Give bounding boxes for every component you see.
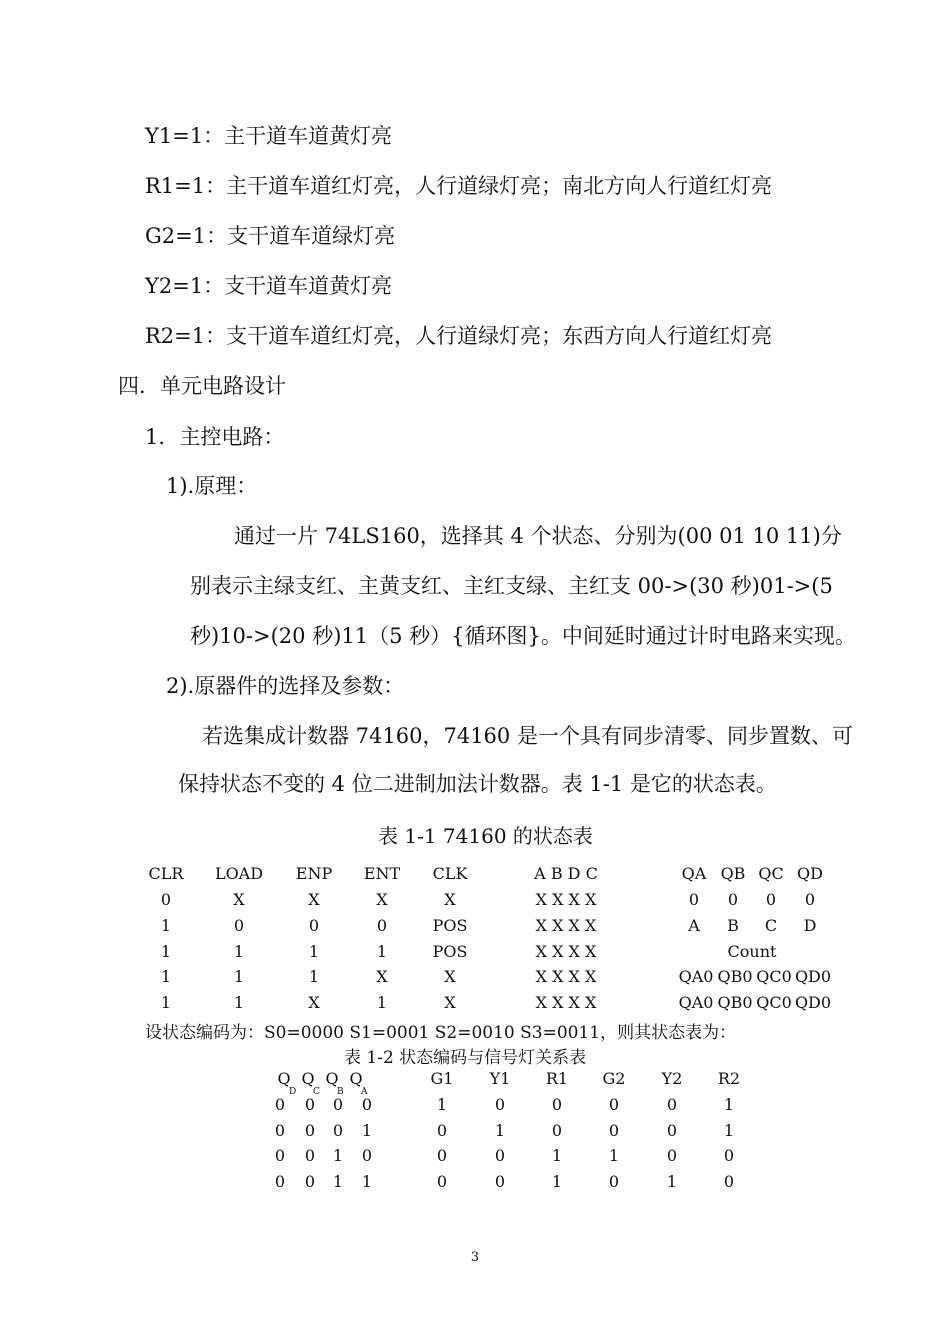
table1-cell: 0 bbox=[160, 890, 172, 909]
table1-header: CLK bbox=[432, 864, 468, 883]
table2-cell: 0 bbox=[274, 1095, 286, 1114]
table2-cell: 0 bbox=[304, 1121, 316, 1140]
table2-cell: 0 bbox=[551, 1095, 563, 1114]
table1-caption: 表 1-1 74160 的状态表 bbox=[378, 824, 593, 848]
table1-cell: X X X X bbox=[535, 942, 597, 961]
table1-cell: QD0 bbox=[794, 993, 832, 1012]
table1-header: QD bbox=[797, 864, 823, 883]
table2-cell: 1 bbox=[723, 1121, 735, 1140]
table1-cell: X bbox=[233, 890, 245, 909]
table2-cell: 1 bbox=[436, 1095, 448, 1114]
table1-cell: 1 bbox=[233, 967, 245, 986]
table1-cell: X bbox=[376, 890, 388, 909]
table2-cell: 0 bbox=[274, 1121, 286, 1140]
section-heading: 四．单元电路设计 bbox=[118, 374, 286, 398]
table1-cell: X bbox=[308, 890, 320, 909]
table1-cell: B bbox=[727, 916, 739, 935]
table1-header: ENT bbox=[363, 864, 401, 883]
table2-q-header: Q bbox=[325, 1069, 339, 1088]
signal-line-r2: R2=1：支干道车道红灯亮，人行道绿灯亮；东西方向人行道红灯亮 bbox=[145, 324, 773, 348]
table2-cell: 0 bbox=[304, 1095, 316, 1114]
table1-cell: X bbox=[444, 890, 456, 909]
table1-cell: 1 bbox=[160, 942, 172, 961]
table2-header: Y2 bbox=[661, 1069, 683, 1088]
table2-cell: 1 bbox=[551, 1146, 563, 1165]
table2-cell: 0 bbox=[494, 1146, 506, 1165]
table1-cell: POS bbox=[432, 942, 468, 961]
subsection-heading: 1．主控电路： bbox=[145, 425, 285, 449]
table1-header: QB bbox=[720, 864, 746, 883]
table1-cell: A bbox=[688, 916, 700, 935]
table1-cell: 1 bbox=[233, 993, 245, 1012]
table1-cell: C bbox=[764, 916, 778, 935]
table2-cell: 0 bbox=[494, 1172, 506, 1191]
component-line-1: 若选集成计数器 74160，74160 是一个具有同步清零、同步置数、可 bbox=[202, 724, 853, 748]
table1-cell: X X X X bbox=[535, 916, 597, 935]
table2-cell: 1 bbox=[332, 1146, 344, 1165]
table2-cell: 0 bbox=[332, 1121, 344, 1140]
table1-cell: X bbox=[444, 993, 456, 1012]
signal-line-r1: R1=1：主干道车道红灯亮，人行道绿灯亮；南北方向人行道红灯亮 bbox=[145, 174, 773, 198]
table2-header: G1 bbox=[430, 1069, 454, 1088]
table1-cell: 1 bbox=[376, 993, 388, 1012]
table1-cell: 1 bbox=[308, 942, 320, 961]
table1-cell: X X X X bbox=[535, 993, 597, 1012]
table2-caption: 表 1-2 状态编码与信号灯关系表 bbox=[344, 1048, 587, 1068]
table2-header: Y1 bbox=[489, 1069, 511, 1088]
principle-line-1: 通过一片 74LS160，选择其 4 个状态、分别为(00 01 10 11)分 bbox=[234, 524, 842, 548]
table1-cell-count: Count bbox=[727, 942, 777, 961]
table2-cell: 1 bbox=[608, 1146, 620, 1165]
table2-header: R1 bbox=[545, 1069, 569, 1088]
table1-cell: QA0 bbox=[678, 967, 714, 986]
table1-cell: X bbox=[376, 967, 388, 986]
table2-q-subscript: C bbox=[313, 1087, 320, 1097]
table2-q-subscript: B bbox=[337, 1087, 344, 1097]
table2-cell: 0 bbox=[274, 1172, 286, 1191]
table1-header: QA bbox=[681, 864, 707, 883]
table1-cell: 1 bbox=[160, 916, 172, 935]
table1-cell: 1 bbox=[160, 967, 172, 986]
table1-cell: QB0 bbox=[717, 967, 753, 986]
table2-cell: 0 bbox=[304, 1172, 316, 1191]
table2-q-header: Q bbox=[349, 1069, 363, 1088]
table1-cell: X bbox=[308, 993, 320, 1012]
signal-line-g2: G2=1：支干道车道绿灯亮 bbox=[145, 224, 396, 248]
table1-cell: QC0 bbox=[756, 993, 792, 1012]
table1-header: LOAD bbox=[214, 864, 264, 883]
table2-cell: 0 bbox=[666, 1121, 678, 1140]
table1-cell: 0 bbox=[804, 890, 816, 909]
table2-cell: 1 bbox=[332, 1172, 344, 1191]
table1-cell: 0 bbox=[376, 916, 388, 935]
component-line-2: 保持状态不变的 4 位二进制加法计数器。表 1-1 是它的状态表。 bbox=[178, 772, 777, 796]
table2-q-subscript: D bbox=[289, 1087, 297, 1097]
signal-line-y1: Y1=1：主干道车道黄灯亮 bbox=[145, 124, 393, 148]
table1-cell: 1 bbox=[160, 993, 172, 1012]
table1-cell: POS bbox=[432, 916, 468, 935]
table1-cell: 0 bbox=[233, 916, 245, 935]
table1-cell: 0 bbox=[765, 890, 777, 909]
table2-cell: 0 bbox=[361, 1095, 373, 1114]
table2-cell: 1 bbox=[361, 1172, 373, 1191]
table1-cell: QD0 bbox=[794, 967, 832, 986]
table1-cell: X X X X bbox=[535, 967, 597, 986]
table2-cell: 0 bbox=[608, 1172, 620, 1191]
principle-heading: 1).原理： bbox=[166, 474, 258, 498]
table2-cell: 0 bbox=[551, 1121, 563, 1140]
table1-cell: X X X X bbox=[535, 890, 597, 909]
table2-cell: 0 bbox=[436, 1146, 448, 1165]
table2-cell: 0 bbox=[666, 1146, 678, 1165]
table2-cell: 1 bbox=[361, 1121, 373, 1140]
table2-cell: 0 bbox=[608, 1121, 620, 1140]
table2-cell: 0 bbox=[723, 1146, 735, 1165]
table2-cell: 0 bbox=[332, 1095, 344, 1114]
table2-header: G2 bbox=[602, 1069, 626, 1088]
principle-line-2: 别表示主绿支红、主黄支红、主红支绿、主红支 00->(30 秒)01->(5 bbox=[190, 574, 833, 598]
table1-header: ENP bbox=[295, 864, 333, 883]
state-code-line: 设状态编码为：S0=0000 S1=0001 S2=0010 S3=0011，则其状态表为： bbox=[145, 1023, 737, 1043]
table2-q-header: Q bbox=[301, 1069, 315, 1088]
table1-cell: D bbox=[803, 916, 817, 935]
component-heading: 2).原器件的选择及参数： bbox=[166, 674, 405, 698]
table1-cell: QC0 bbox=[756, 967, 792, 986]
table2-cell: 0 bbox=[436, 1121, 448, 1140]
table2-cell: 1 bbox=[723, 1095, 735, 1114]
table1-cell: 1 bbox=[308, 967, 320, 986]
table2-cell: 0 bbox=[723, 1172, 735, 1191]
table1-cell: 0 bbox=[688, 890, 700, 909]
table2-cell: 0 bbox=[666, 1095, 678, 1114]
table2-cell: 1 bbox=[551, 1172, 563, 1191]
table1-cell: QA0 bbox=[678, 993, 714, 1012]
principle-line-3: 秒)10->(20 秒)11（5 秒）{循环图}。中间延时通过计时电路来实现。 bbox=[190, 624, 856, 648]
table1-header: QC bbox=[758, 864, 784, 883]
table2-cell: 0 bbox=[608, 1095, 620, 1114]
table1-cell: QB0 bbox=[717, 993, 753, 1012]
signal-line-y2: Y2=1：支干道车道黄灯亮 bbox=[145, 274, 393, 298]
table2-cell: 0 bbox=[361, 1146, 373, 1165]
table1-cell: X bbox=[444, 967, 456, 986]
table2-q-subscript: A bbox=[361, 1087, 368, 1097]
table1-cell: 1 bbox=[376, 942, 388, 961]
table1-header: A B D C bbox=[534, 864, 598, 883]
table1-cell: 1 bbox=[233, 942, 245, 961]
table2-cell: 0 bbox=[494, 1095, 506, 1114]
table1-cell: 0 bbox=[727, 890, 739, 909]
page-number: 3 bbox=[470, 1250, 480, 1265]
table1-header: CLR bbox=[148, 864, 184, 883]
table2-cell: 0 bbox=[274, 1146, 286, 1165]
table1-cell: 0 bbox=[308, 916, 320, 935]
table2-q-header: Q bbox=[277, 1069, 291, 1088]
table2-cell: 0 bbox=[436, 1172, 448, 1191]
table2-cell: 1 bbox=[494, 1121, 506, 1140]
table2-header: R2 bbox=[717, 1069, 741, 1088]
table2-cell: 1 bbox=[666, 1172, 678, 1191]
table2-cell: 0 bbox=[304, 1146, 316, 1165]
